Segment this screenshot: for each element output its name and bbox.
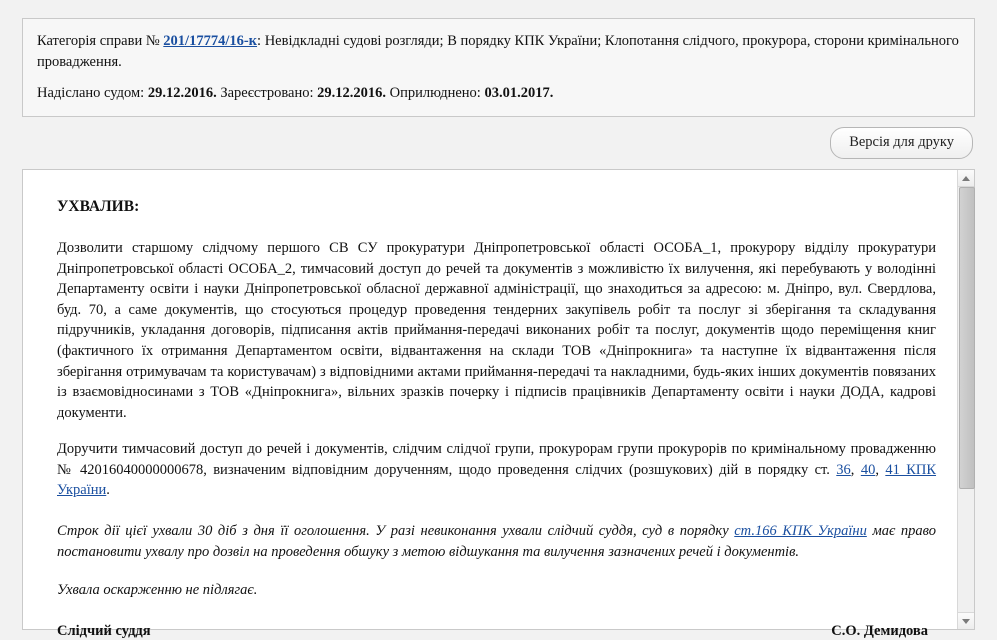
document-paragraph-4: Ухвала оскарженню не підлягає. [57, 582, 258, 599]
document-heading: УХВАЛИВ: [57, 198, 140, 216]
document-scrollbar[interactable] [957, 170, 974, 629]
scroll-down-button[interactable] [958, 612, 974, 629]
signature-role: Слідчий суддя [57, 622, 151, 639]
law-link-166[interactable]: ст.166 КПК України [734, 522, 867, 539]
paragraph-3-text-after: має право постановити ухвалу про дозвіл на проведення обшуку з метою відшукання та вилучення зазначених речей і документів. [57, 522, 936, 560]
toolbar [22, 117, 975, 169]
signature-name: С.О. Демидова [831, 622, 928, 639]
case-category-label: Категорія справи № [37, 33, 164, 49]
document-paragraph-3 [57, 521, 936, 562]
document-card [22, 169, 975, 639]
case-category-text: : Невідкладні судові розгляди; В порядку КПК України; Клопотання слідчого, прокурора, сторони кримінального провадження. [37, 33, 959, 71]
case-info-card [22, 18, 975, 117]
chevron-up-icon [962, 176, 970, 181]
sent-date: 29.12.2016. [147, 85, 217, 102]
law-link-36[interactable]: 36 [836, 461, 851, 478]
scroll-up-button[interactable] [958, 170, 974, 187]
registered-date: 29.12.2016. [317, 85, 387, 102]
chevron-down-icon [962, 619, 970, 624]
paragraph-2-text-before: Доручити тимчасовий доступ до речей і документів, слідчим слідчої групи, прокурорам групи прокурорів по кримінальному провадженню № 42016040000000678, визначеним відповідним дорученням, щодо проведення слідчих (розшукових) дій в порядку ст. [57, 441, 936, 478]
document-paragraph-1: Дозволити старшому слідчому першого СВ СУ прокуратури Дніпропетровської області ОСОБА_1, прокурору відділу прокуратури Дніпропетровської області ОСОБА_2, тимчасовий доступ до речей та документів з можливістю їх вилучення, які перебувають у володінні Департаменту освіти і науки Дніпропетровської обласної державної адміністрації, що знаходиться за адресою: м. Дніпро, вул. Свердлова, буд. 70, а саме документів, що стосуються процедур проведення тендерних закупівель робіт та послуг зі зберігання та складування підручників, укладання договорів, підписання актів приймання-передачі виконаних робіт та послуг, документів щодо переміщення книг (фактичного їх отримання Департаментом освіти, відвантаження на склади ТОВ «Дніпрокнига» та наступне їх відвантаження після зберігання отримувачам та користувачам) з відповідними актами приймання-передачі та накладними, будь-яких інших документів повязаних із взаємовідносинами з ТОВ «Дніпрокнига», вільних зразків почерку і підписів працівників Департаменту освіти і науки ДОДА, кадрові документи. [57, 240, 936, 421]
published-label: Оприлюднено: [386, 85, 485, 102]
published-date: 03.01.2017. [484, 85, 554, 102]
law-link-41[interactable]: 41 КПК України [57, 461, 937, 499]
document-paragraph-2: Доручити тимчасовий доступ до речей і документів, слідчим слідчої групи, прокурорам групи прокурорів по кримінальному провадженню № 42016040000000678, визначеним відповідним дорученням, щодо проведення слідчих (розшукових) дій в порядку ст. 36, 40, 41 КПК України. [57, 441, 937, 499]
case-category-line [37, 31, 960, 73]
case-number-link[interactable]: 201/17774/16-к [163, 33, 258, 49]
document-scroll-area [23, 170, 974, 639]
scrollbar-thumb[interactable] [959, 187, 975, 489]
print-version-button[interactable]: Версія для друку [830, 127, 973, 159]
paragraph-2-text-after: . [106, 482, 110, 499]
registered-label: Зареєстровано: [216, 85, 318, 102]
sent-label: Надіслано судом: [37, 85, 148, 102]
paragraph-3-text-before: Строк дії цієї ухвали 30 діб з дня її оголошення. У разі невиконання ухвали слідчий суддя, суд в порядку [57, 522, 735, 539]
law-link-40[interactable]: 40 [860, 461, 876, 478]
case-dates-line [37, 83, 960, 104]
signature-row [57, 623, 936, 640]
